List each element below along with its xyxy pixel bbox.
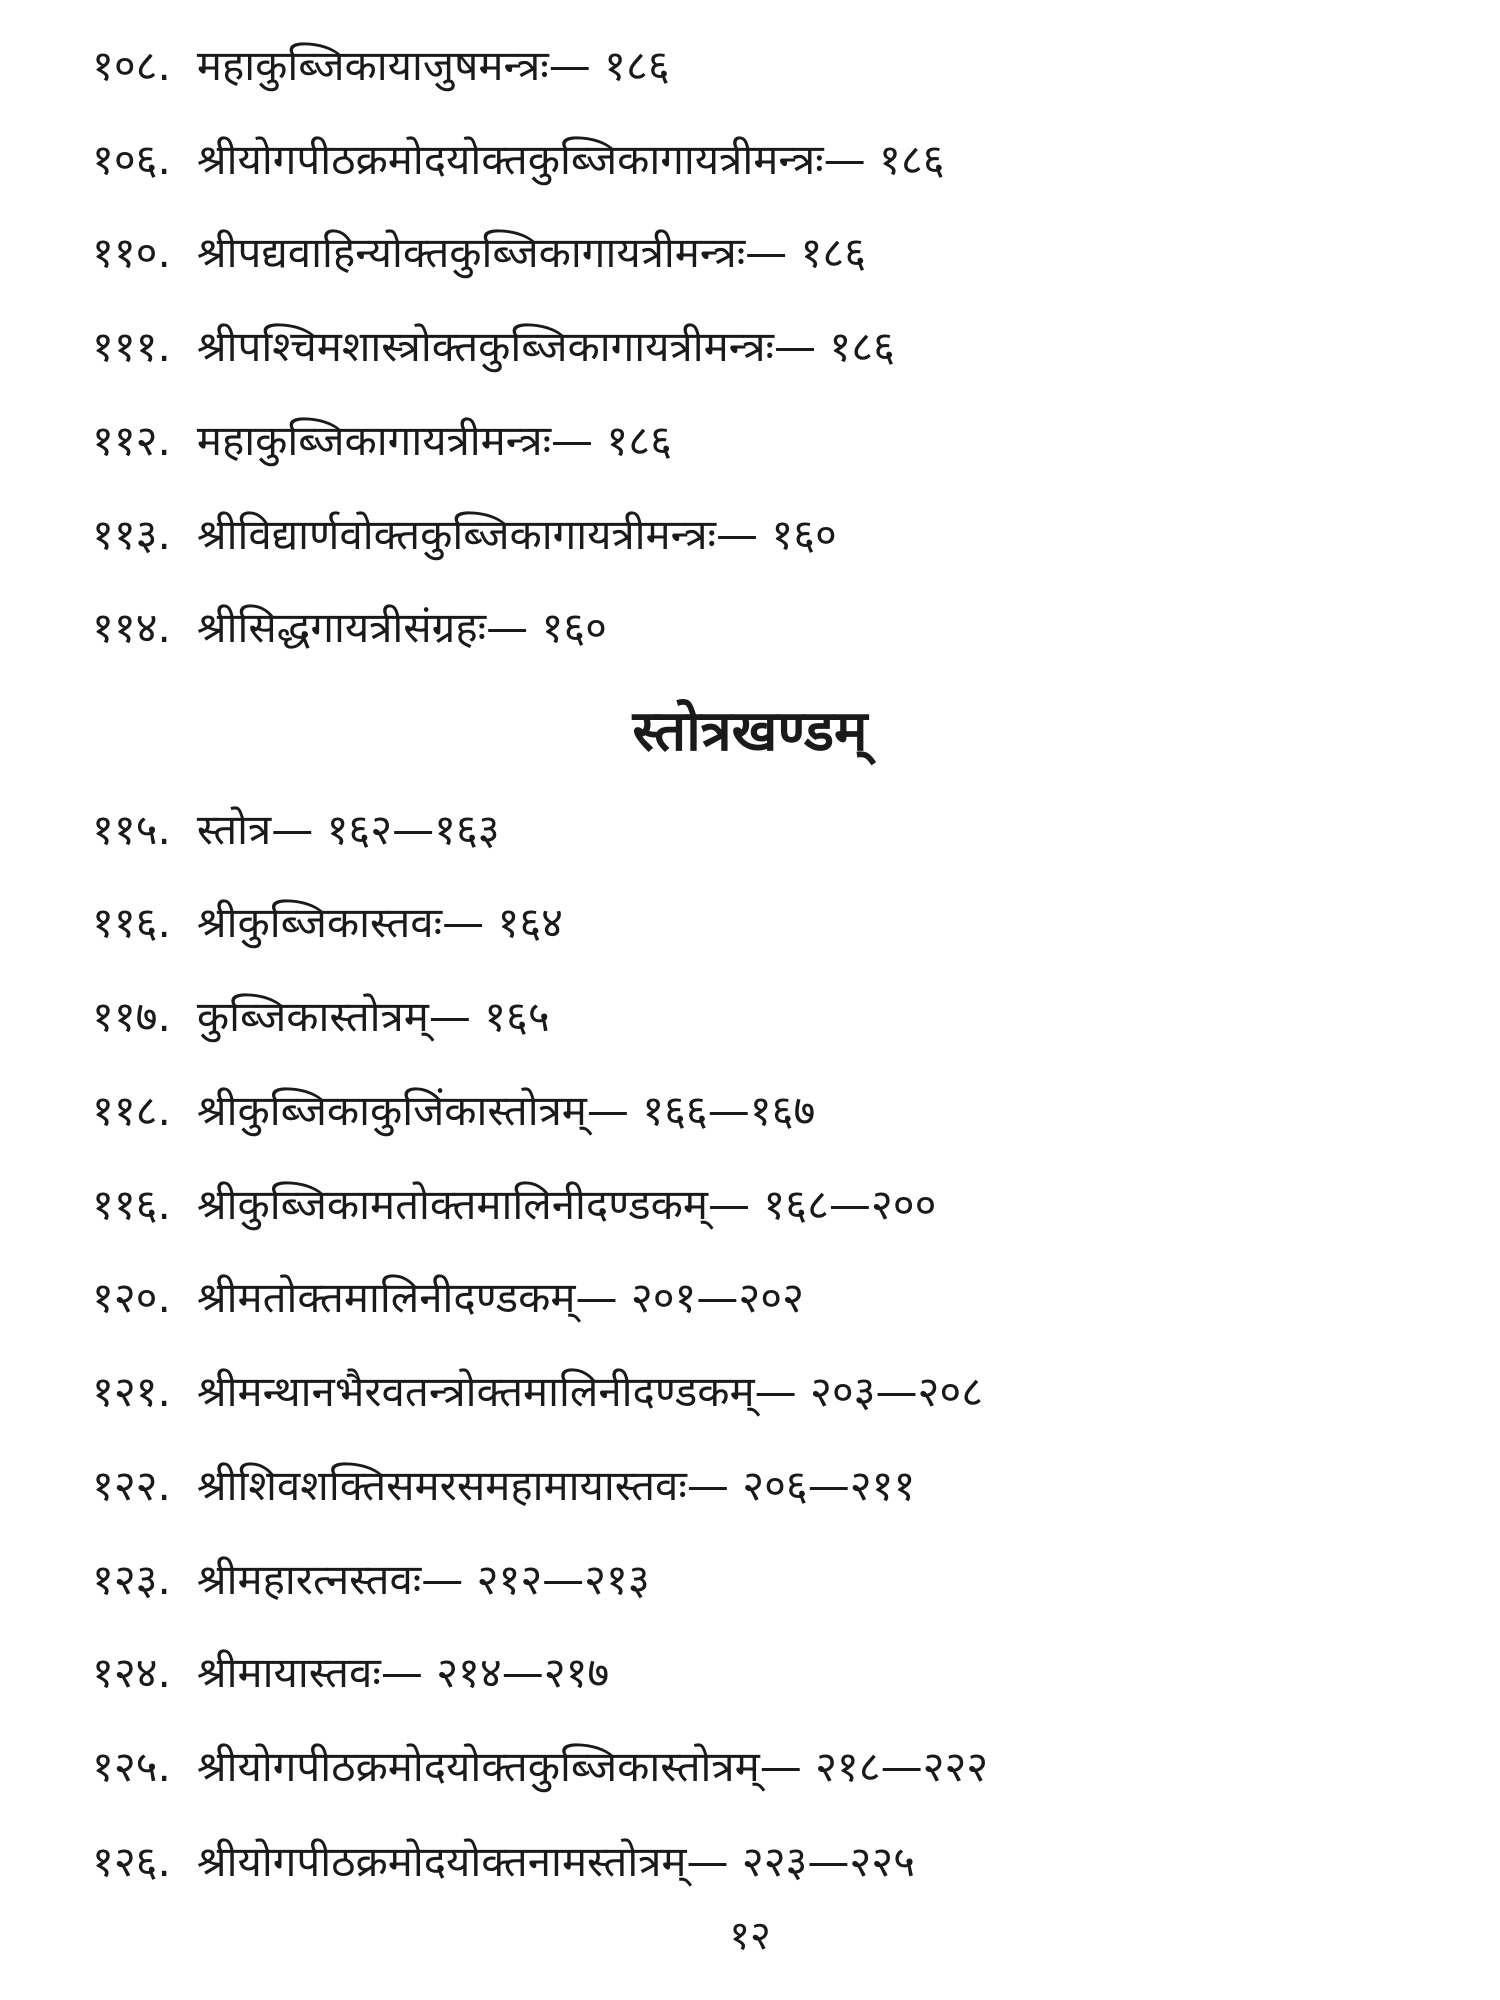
entry-title: महाकुब्जिकागायत्रीमन्त्रः— bbox=[196, 416, 594, 465]
entry-number: ११५. bbox=[92, 805, 171, 854]
entry-title: स्तोत्र— bbox=[196, 805, 314, 854]
entry-title: श्रीपश्चिमशास्त्रोक्तकुब्जिकागायत्रीमन्त्रः— bbox=[196, 322, 817, 371]
toc-entry-108 bbox=[92, 36, 670, 96]
entry-pages: २०१—२०२ bbox=[630, 1273, 804, 1322]
entry-pages: १६२—१६३ bbox=[326, 805, 500, 854]
entry-number: ११०. bbox=[92, 228, 171, 277]
entry-number: १२४. bbox=[92, 1648, 171, 1697]
entry-number: ११६. bbox=[92, 1180, 171, 1229]
entry-number: ११८. bbox=[92, 1086, 171, 1135]
entry-number: १२५. bbox=[92, 1742, 171, 1791]
entry-number: १२१. bbox=[92, 1367, 171, 1416]
entry-pages: १६० bbox=[541, 603, 608, 652]
entry-title: श्रीमन्थानभैरवतन्त्रोक्तमालिनीदण्डकम्— bbox=[196, 1367, 797, 1416]
entry-number: १०८. bbox=[92, 41, 171, 90]
toc-entry-111 bbox=[92, 317, 895, 377]
entry-pages: २१२—२१३ bbox=[476, 1555, 650, 1604]
entry-title: श्रीयोगपीठक्रमोदयोक्तकुब्जिकागायत्रीमन्त्रः— bbox=[196, 135, 866, 184]
toc-entry-109 bbox=[92, 130, 945, 190]
entry-title: श्रीमहारत्नस्तवः— bbox=[196, 1555, 464, 1604]
entry-title: कुब्जिकास्तोत्रम्— bbox=[196, 992, 471, 1041]
entry-pages: २१८—२२२ bbox=[815, 1742, 989, 1791]
entry-number: ११२. bbox=[92, 416, 171, 465]
entry-title: श्रीसिद्धगायत्रीसंग्रहः— bbox=[196, 603, 529, 652]
toc-entry-114 bbox=[92, 598, 607, 658]
toc-entry-117 bbox=[92, 987, 550, 1047]
entry-pages: १८६ bbox=[829, 322, 895, 371]
entry-pages: १६४ bbox=[497, 898, 564, 947]
toc-entry-115 bbox=[92, 800, 500, 860]
toc-entry-118 bbox=[92, 1081, 815, 1141]
entry-pages: १६६—१६७ bbox=[642, 1086, 816, 1135]
entry-pages: २०३—२०८ bbox=[810, 1367, 984, 1416]
toc-entry-113 bbox=[92, 505, 837, 565]
entry-number: ११३. bbox=[92, 510, 171, 559]
toc-entry-125 bbox=[92, 1737, 988, 1797]
entry-pages: १६५ bbox=[484, 992, 550, 1041]
entry-title: श्रीमायास्तवः— bbox=[196, 1648, 423, 1697]
entry-title: श्रीमतोक्तमालिनीदण्डकम्— bbox=[196, 1273, 618, 1322]
toc-entry-116 bbox=[92, 893, 563, 953]
entry-pages: १८६ bbox=[606, 416, 672, 465]
entry-number: १२०. bbox=[92, 1273, 171, 1322]
entry-pages: २२३—२२५ bbox=[741, 1837, 915, 1886]
entry-title: श्रीयोगपीठक्रमोदयोक्तकुब्जिकास्तोत्रम्— bbox=[196, 1742, 802, 1791]
entry-title: महाकुब्जिकायाजुषमन्त्रः— bbox=[196, 41, 591, 90]
entry-title: श्रीकुब्जिकामतोक्तमालिनीदण्डकम्— bbox=[196, 1180, 751, 1229]
entry-number: १११. bbox=[92, 322, 171, 371]
entry-number: १२६. bbox=[92, 1837, 171, 1886]
entry-pages: २१४—२१७ bbox=[436, 1648, 610, 1697]
toc-entry-119 bbox=[92, 1175, 936, 1235]
entry-pages: १६० bbox=[771, 510, 837, 559]
toc-entry-120 bbox=[92, 1268, 804, 1328]
entry-pages: १८६ bbox=[604, 41, 670, 90]
entry-pages: १८६ bbox=[879, 135, 945, 184]
entry-title: श्रीकुब्जिकास्तवः— bbox=[196, 898, 485, 947]
entry-number: ११७. bbox=[92, 992, 171, 1041]
entry-pages: १६८—२०० bbox=[763, 1180, 937, 1229]
entry-title: श्रीशिवशक्तिसमरसमहामायास्तवः— bbox=[196, 1461, 729, 1510]
entry-number: १०६. bbox=[92, 135, 171, 184]
entry-number: ११६. bbox=[92, 898, 171, 947]
toc-entry-110 bbox=[92, 223, 866, 283]
entry-pages: १८६ bbox=[800, 228, 867, 277]
toc-entry-126 bbox=[92, 1832, 915, 1892]
toc-entry-124 bbox=[92, 1643, 609, 1703]
toc-entry-112 bbox=[92, 411, 672, 471]
toc-entry-123 bbox=[92, 1550, 650, 1610]
entry-number: ११४. bbox=[92, 603, 171, 652]
entry-title: श्रीविद्यार्णवोक्तकुब्जिकागायत्रीमन्त्रः— bbox=[196, 510, 758, 559]
page-number: १२ bbox=[729, 1913, 771, 1959]
entry-title: श्रीयोगपीठक्रमोदयोक्तनामस्तोत्रम्— bbox=[196, 1837, 729, 1886]
toc-entry-121 bbox=[92, 1362, 983, 1422]
section-heading: स्तोत्रखण्डम् bbox=[632, 699, 868, 764]
entry-title: श्रीपद्यवाहिन्योक्तकुब्जिकागायत्रीमन्त्रः— bbox=[196, 228, 788, 277]
entry-pages: २०६—२११ bbox=[742, 1461, 916, 1510]
entry-number: १२३. bbox=[92, 1555, 171, 1604]
entry-number: १२२. bbox=[92, 1461, 171, 1510]
toc-entry-122 bbox=[92, 1456, 915, 1516]
entry-title: श्रीकुब्जिकाकुजिंकास्तोत्रम्— bbox=[196, 1086, 629, 1135]
